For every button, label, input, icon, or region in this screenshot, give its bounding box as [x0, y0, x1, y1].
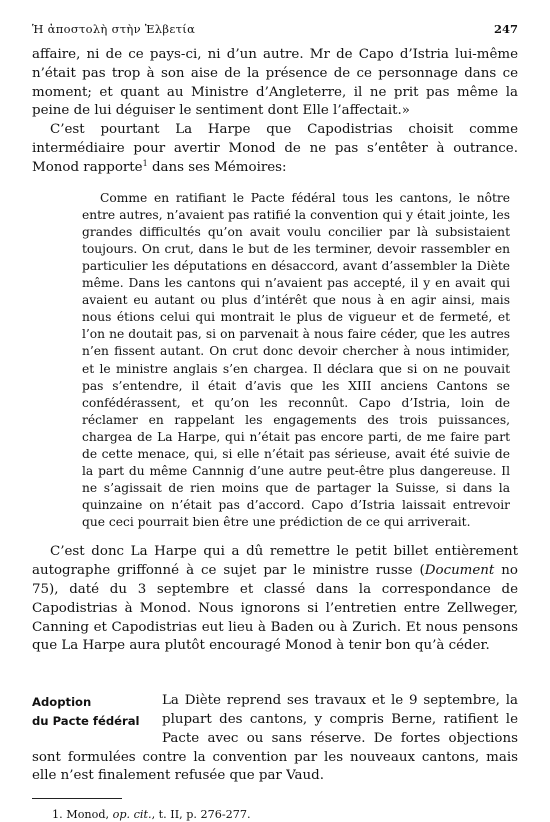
page-header	[32, 22, 518, 42]
footnote-rule	[32, 798, 122, 799]
margin-heading-line2: du Pacte fédéral	[32, 714, 140, 729]
block-quote	[82, 190, 510, 532]
page-body	[32, 46, 518, 822]
paragraph-diete: La Diète reprend ses travaux et le 9 septembre, la plupart des cantons, y compris Berne, ratifient le Pacte avec ou sans réserve. De fortes objections sont formulées contre la convention par les nouveaux cantons, mais elle n’est finalement refusée que par Vaud.	[32, 693, 518, 784]
quote-text: Comme en ratifiant le Pacte fédéral tous les cantons, le nôtre entre autres, n’avaient pas ratifié la convention qui y était jointe, les grandes difficultés qu’on avait voulu concilier par là subsistaient toujours. On crut, dans le but de les terminer, devoir rassembler en particulier les députations en désaccord, avant d’assembler la Diète même. Dans les cantons qui n’avaient pas accepté, il y en avait qui avaient eu autant ou plus d’intérêt que nous à en agir ainsi, mais nous étions celui qui montrait le plus de vigueur et de fermeté, et l’on ne doutait pas, si on parvenait à nous faire céder, que les autres n’en fissent autant. On crut donc devoir chercher à nous intimider, et le ministre anglais s’en chargea. Il déclara que si on ne pouvait pas s’entendre, il était d’avis que les XIII anciens Cantons se confédérassent, et qu’on les reconnût. Capo d’Istria, loin de réclamer en rappelant les engagements des trois puissances, chargea de La Harpe, qui n’était pas encore parti, de me faire part de cette menace, qui, si elle n’était pas sérieuse, avait été suivie de la part du même Cannnig d’une autre peut-être plus dangereuse. Il ne s’agissait de rien moins que de partager la Suisse, si dans la quinzaine on n’était pas d’accord. Capo d’Istria laissait entrevoir que ceci pourrait bien être une prédiction de ce qui arriverait.	[82, 190, 510, 530]
paragraph-continuation: affaire, ni de ce pays-ci, ni d’un autre. Mr de Capo d’Istria lui-même n’était pas trop à son aise de la présence de ce personnage dans ce moment; et quant au Ministre d’Angleterre, il ne prit pas même la peine de lui déguiser le sentiment dont Elle l’affectait.»	[32, 47, 518, 119]
paragraph-la-harpe-tail: dans ses Mémoires:	[147, 159, 287, 175]
margin-heading-line1: Adoption	[32, 695, 92, 710]
footnote-reference: 1	[142, 158, 148, 168]
section-adoption	[32, 692, 518, 786]
document-reference: Document	[424, 563, 495, 579]
footnote	[32, 808, 518, 822]
paragraph-la-harpe-text: C’est pourtant La Harpe que Capodistrias choisit comme intermédiaire pour avertir Monod de ne pas s’entêter à outrance. Monod rapporte	[32, 122, 518, 175]
margin-heading	[32, 693, 152, 731]
footnote-author: Monod,	[62, 808, 113, 822]
paragraph-billet-text: C’est donc La Harpe qui a dû remettre le petit billet entièrement autographe griffonné à ce sujet par le ministre russe (	[32, 544, 518, 579]
page-number: 247	[493, 22, 518, 36]
footnote-number: 1.	[52, 808, 63, 822]
paragraph-la-harpe	[32, 121, 518, 177]
paragraph-billet	[32, 543, 518, 656]
footnote-opcit: op. cit.	[112, 808, 152, 822]
footnote-citation: , t. II, p. 276-277.	[151, 808, 251, 822]
paragraph-billet-tail: no 75), daté du 3 septembre et classé dans la correspondance de Capodistrias à Monod. Nous ignorons si l’entretien entre Zellweger, Canning et Capodistrias eut lieu à Baden ou à Zurich. Et nous pensons que La Harpe aura plutôt encouragé Monod à tenir bon qu’à céder.	[32, 563, 518, 654]
running-title: Ἡ ἀποστολὴ στὴν Ἑλβετία	[32, 22, 196, 36]
